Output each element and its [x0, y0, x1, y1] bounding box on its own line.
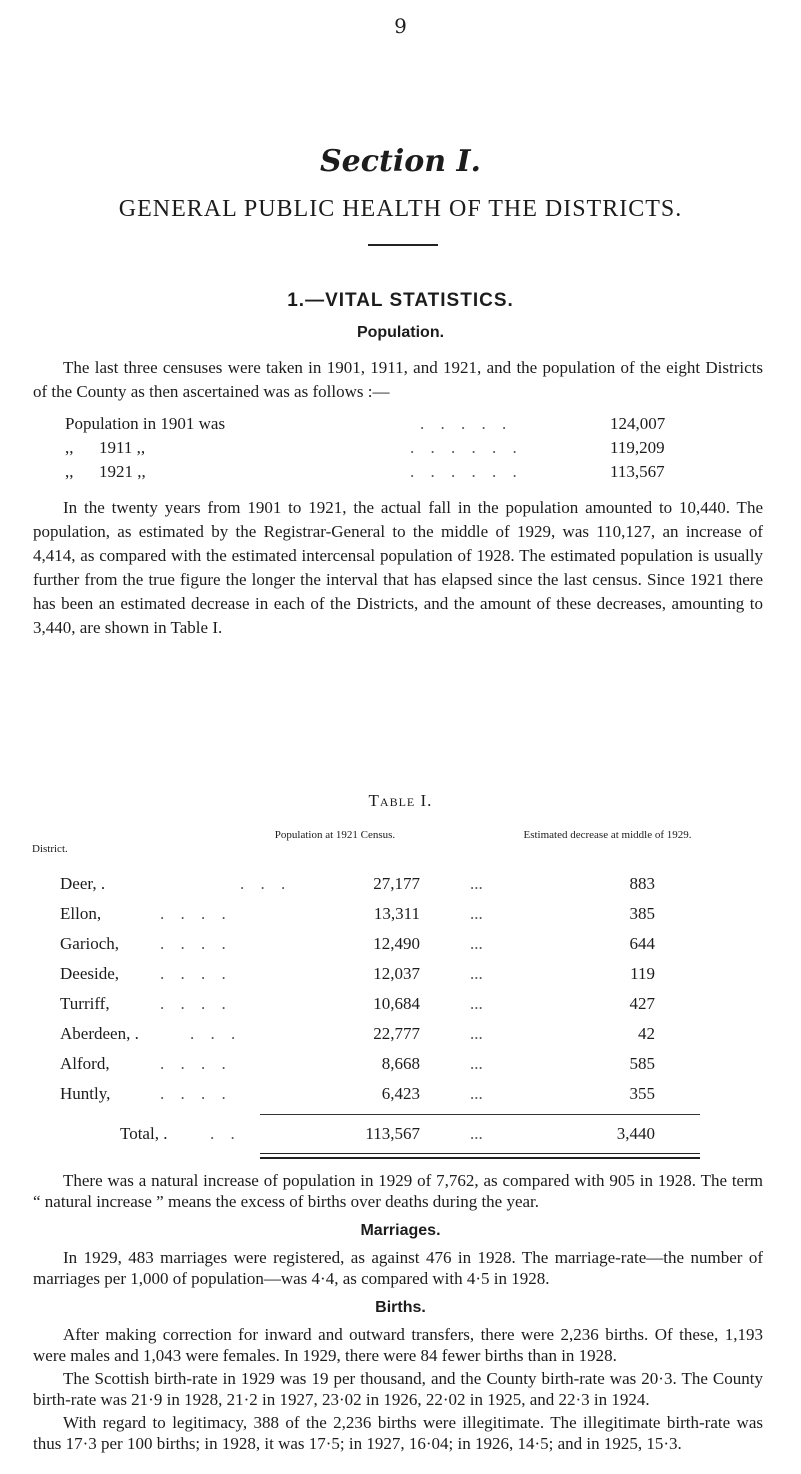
- table-cell-population: 22,777: [373, 1024, 420, 1043]
- population-row: [65, 438, 715, 462]
- table-row: Ellon, . . . . 13,311 ... 385: [60, 904, 655, 923]
- table-cell-district: Huntly,: [60, 1084, 111, 1103]
- table-total-row: Total, . . . 113,567 ... 3,440: [120, 1124, 655, 1143]
- table-cell-district: Ellon,: [60, 904, 102, 923]
- population-row-value: 119,209: [610, 438, 665, 457]
- marriages-paragraph: In 1929, 483 marriages were registered, as against 476 in 1928. The marriage-rate—the number of marriages per 1,000 of population—was 4·4, as compared with 4·5 in 1928.: [33, 1248, 763, 1288]
- marriages-heading: Marriages.: [360, 1222, 441, 1239]
- table-cell-district: Alford,: [60, 1054, 110, 1073]
- natural-increase-paragraph: There was a natural increase of population in 1929 of 7,762, as compared with 905 in 1928. The term “ natural increase ” means the excess of births over deaths during the year.: [33, 1171, 763, 1211]
- population-paragraph: In the twenty years from 1901 to 1921, the actual fall in the population amounted to 10,440. The population, as estimated by the Registrar-General to the middle of 1929, was 110,127, an increase of 4,414, as compared with the estimated intercensal population of 1928. The estimated population is usually further from the true figure the longer the interval that has elapsed since the last census. Since 1921 there has been an estimated decrease in each of the Districts, and the amount of these decreases, amounting to 3,440, are shown in Table I.: [33, 498, 763, 637]
- title-divider: [368, 244, 438, 246]
- table-cell-district: Deeside,: [60, 964, 120, 983]
- table-caption: Table I.: [368, 791, 433, 810]
- births-paragraph-3: With regard to legitimacy, 388 of the 2,236 births were illegitimate. The illegitimate birth-rate was thus 17·3 per 100 births; in 1928, it was 17·5; in 1927, 16·04; in 1926, 14·5; and in 1925, 15·3.: [33, 1413, 763, 1453]
- births-paragraph-2: The Scottish birth-rate in 1929 was 19 per thousand, and the County birth-rate was 20·3. The County birth-rate was 21·9 in 1928, 21·2 in 1927, 23·02 in 1926, 22·02 in 1925, and 22·3 in 1924.: [33, 1369, 763, 1409]
- table-total-population: 113,567: [365, 1124, 420, 1143]
- population-intro: The last three censuses were taken in 1901, 1911, and 1921, and the population of the eight Districts of the County as then ascertained was as follows :—: [33, 358, 763, 401]
- population-row-label: ,, 1921 ,,: [65, 462, 146, 481]
- table-header-district: District.: [32, 843, 68, 855]
- table-cell-population: 6,423: [381, 1084, 420, 1103]
- table-cell-district: Turriff,: [60, 994, 110, 1013]
- table-cell-district: Garioch,: [60, 934, 120, 953]
- table-cell-population: 13,311: [373, 904, 420, 923]
- table-cell-decrease: 42: [638, 1024, 655, 1043]
- table-cell-district: Aberdeen, .: [60, 1024, 139, 1043]
- table-row: Deeside, . . . . 12,037 ... 119: [60, 964, 655, 983]
- table-cell-decrease: 644: [629, 934, 655, 953]
- population-heading: Population.: [356, 324, 445, 341]
- births-heading: Births.: [375, 1299, 426, 1316]
- table-cell-decrease: 883: [629, 874, 655, 893]
- population-row: [65, 414, 715, 438]
- table-cell-population: 10,684: [373, 994, 420, 1013]
- table-cell-population: 12,490: [373, 934, 420, 953]
- population-row: [65, 462, 715, 486]
- population-row-label: ,, 1911 ,,: [65, 438, 146, 457]
- main-title: GENERAL PUBLIC HEALTH OF THE DISTRICTS.: [118, 196, 683, 222]
- table-row: Turriff, . . . . 10,684 ... 427: [60, 994, 655, 1013]
- table-cell-decrease: 119: [630, 964, 655, 983]
- section-title: Section I.: [319, 144, 481, 179]
- table-cell-decrease: 427: [629, 994, 655, 1013]
- page-number: 9: [394, 14, 407, 38]
- table-cell-population: 12,037: [373, 964, 420, 983]
- table-row: Huntly, . . . . 6,423 ... 355: [60, 1084, 655, 1103]
- table-total-decrease: 3,440: [616, 1124, 655, 1143]
- population-row-dots: . . . . . .: [410, 438, 523, 457]
- population-row-value: 124,007: [610, 414, 666, 433]
- table-cell-decrease: 385: [629, 904, 655, 923]
- table-cell-population: 8,668: [381, 1054, 420, 1073]
- table-header-decrease: Estimated decrease at middle of 1929.: [523, 829, 692, 841]
- population-row-label: Population in 1901 was: [65, 414, 226, 433]
- vital-statistics-heading: 1.—VITAL STATISTICS.: [287, 290, 514, 311]
- table-row: Deer, . . . . 27,177 ... 883: [60, 874, 655, 893]
- table-cell-decrease: 585: [629, 1054, 655, 1073]
- table-row: Garioch, . . . . 12,490 ... 644: [60, 934, 655, 953]
- table-total-rule: [260, 1114, 700, 1115]
- table-row: Alford, . . . . 8,668 ... 585: [60, 1054, 655, 1073]
- births-paragraph-1: After making correction for inward and outward transfers, there were 2,236 births. Of these, 1,193 were males and 1,043 were females. In 1929, there were 84 fewer births than in 1928.: [33, 1325, 763, 1365]
- table-total-label: Total, .: [120, 1124, 168, 1143]
- population-row-dots: . . . . .: [420, 414, 513, 433]
- population-row-value: 113,567: [610, 462, 665, 481]
- table-row: Aberdeen, . . . . 22,777 ... 42: [60, 1024, 655, 1043]
- population-row-dots: . . . . . .: [410, 462, 523, 481]
- table-header-population: Population at 1921 Census.: [274, 829, 396, 841]
- table-cell-decrease: 355: [629, 1084, 655, 1103]
- table-end-rule: [260, 1153, 700, 1159]
- table-cell-district: Deer, .: [60, 874, 106, 893]
- table-cell-population: 27,177: [373, 874, 420, 893]
